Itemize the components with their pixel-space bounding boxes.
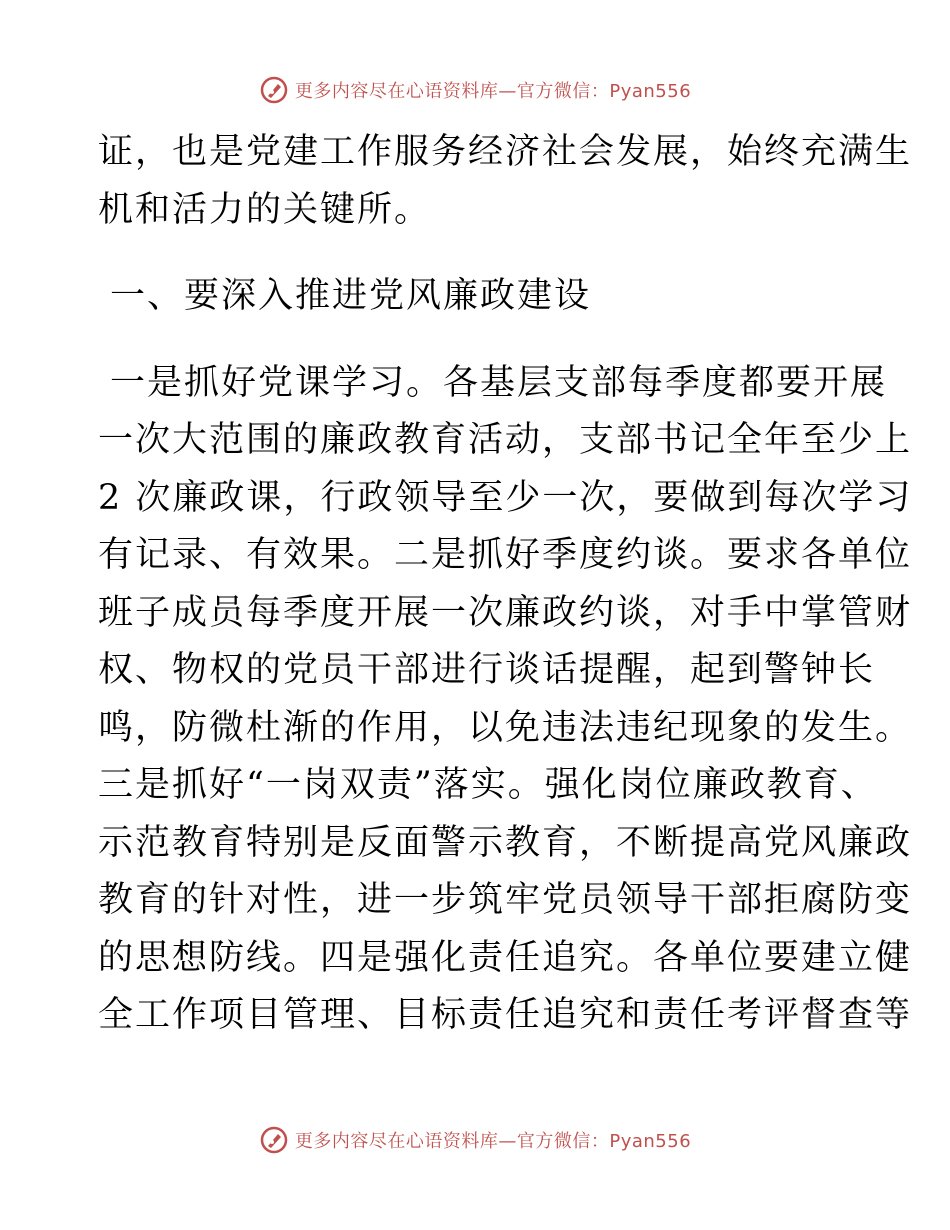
paragraph-line: 机和活力的关键所。 — [98, 189, 432, 230]
paragraph-line: 教育的针对性，进一步筑牢党员领导干部拒腐防变 — [98, 880, 913, 920]
paragraph-line: 2 次廉政课，行政领导至少一次，要做到每次学习 — [98, 477, 913, 518]
header-watermark — [0, 70, 950, 110]
paragraph-line: 有记录、有效果。二是抓好季度约谈。要求各单位 — [98, 535, 913, 575]
paragraph-line: 示范教育特别是反面警示教育，不断提高党风廉政 — [98, 822, 913, 863]
paragraph-line: 全工作项目管理、目标责任追究和责任考评督查等 — [98, 995, 913, 1035]
pen-nib-circle-icon — [259, 1125, 289, 1155]
footer-watermark — [0, 1120, 950, 1160]
paragraph-line: 鸣，防微杜渐的作用，以免违法违纪现象的发生。 — [98, 707, 913, 748]
paragraph-line: 权、物权的党员干部进行谈话提醒，起到警钟长 — [98, 650, 876, 690]
paragraph-line: 证，也是党建工作服务经济社会发展，始终充满生 — [98, 132, 913, 172]
paragraph-line: 的思想防线。四是强化责任追究。各单位要建立健 — [98, 937, 913, 978]
header-watermark-text: 更多内容尽在心语资料库—官方微信：Pyan556 — [294, 81, 692, 102]
paragraph-line: 班子成员每季度开展一次廉政约谈，对手中掌管财 — [98, 592, 913, 633]
paragraph-line: 一是抓好党课学习。各基层支部每季度都要开展 — [110, 362, 888, 403]
pen-nib-circle-icon — [259, 75, 289, 105]
document-body — [98, 124, 913, 1045]
section-heading: 一、要深入推进党风廉政建设 — [110, 276, 592, 316]
footer-watermark-text: 更多内容尽在心语资料库—官方微信：Pyan556 — [294, 1131, 692, 1152]
paragraph-line: 一次大范围的廉政教育活动，支部书记全年至少上 — [98, 420, 913, 460]
paragraph-line: 三是抓好“一岗双责”落实。强化岗位廉政教育、 — [98, 765, 878, 805]
